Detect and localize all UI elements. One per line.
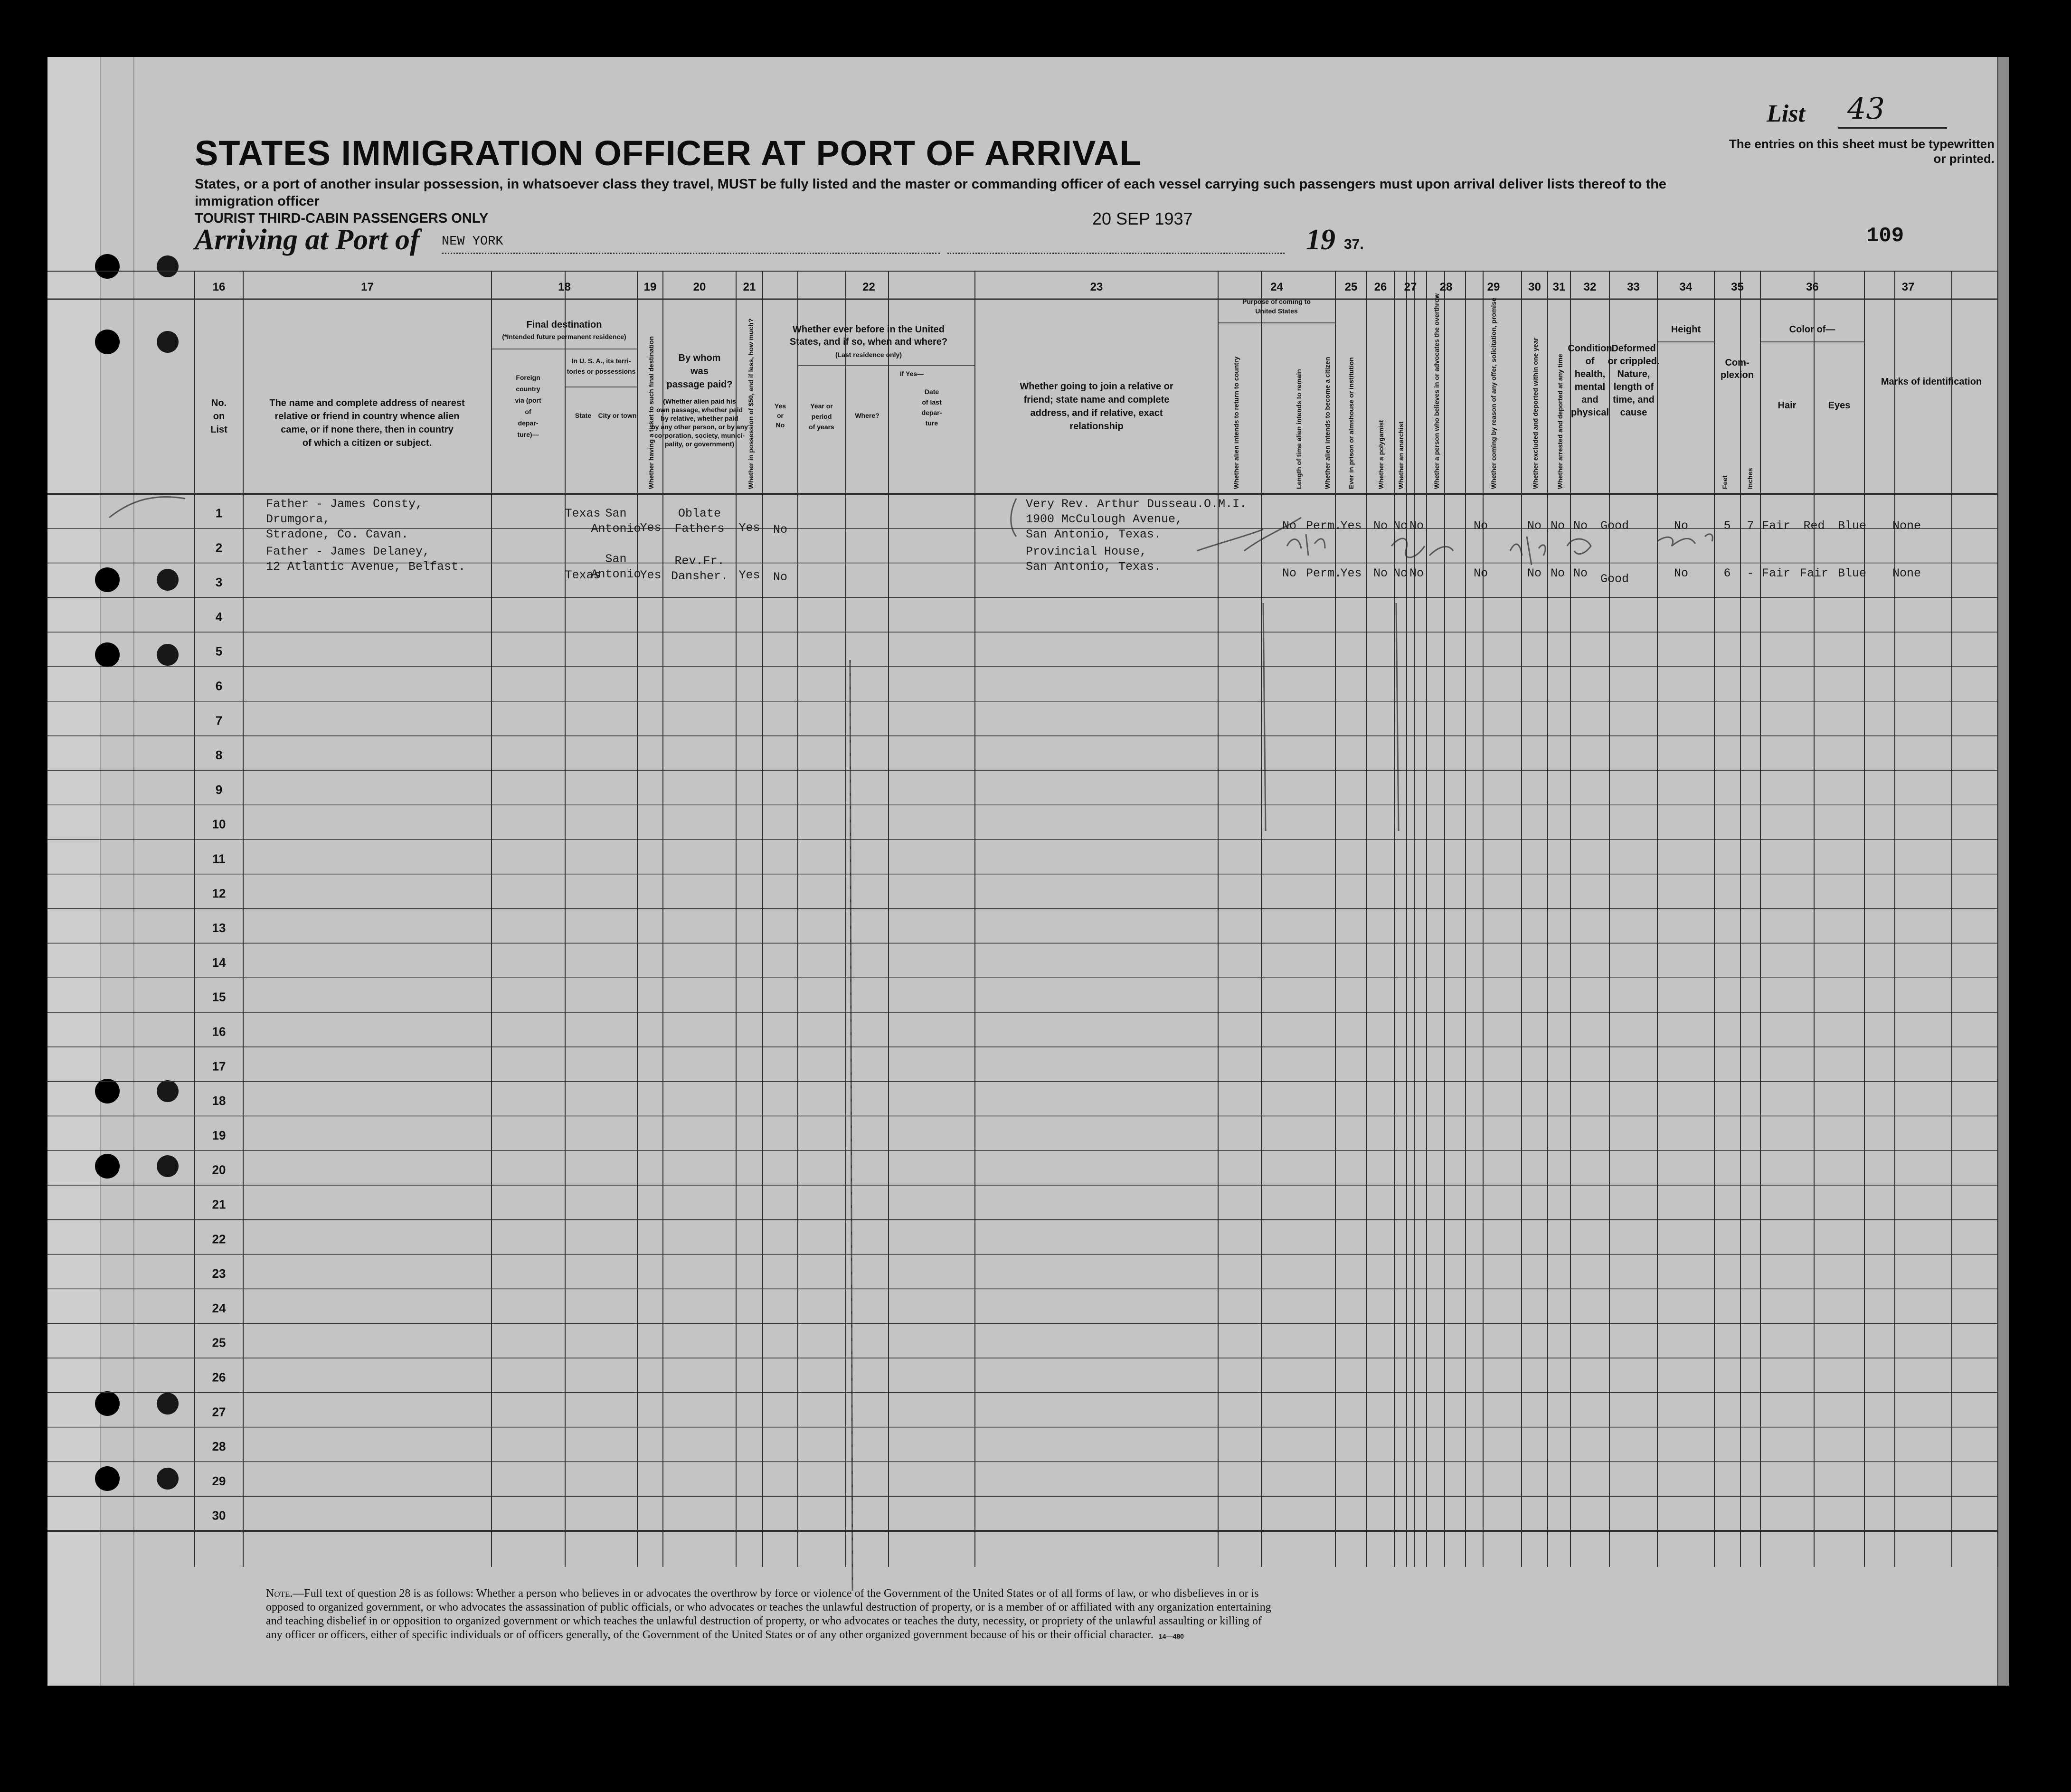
- entry-city: San: [605, 507, 627, 520]
- intro-line-1: States, or a port of another insular possession, in whatsoever class they travel, MUST be fully listed and the master or commanding officer of each vessel carrying such passengers must upon arrival deliver lists thereof to the immigration officer: [195, 177, 1667, 209]
- entry-hair: Red: [1803, 519, 1825, 533]
- page-number: 109: [1866, 224, 1904, 248]
- intro-line-2: TOURIST THIRD-CABIN PASSENGERS ONLY: [195, 211, 489, 226]
- header-year: of years: [809, 423, 834, 431]
- typewritten-note: The entries on this sheet must be typewritten or printed.: [1729, 137, 1995, 166]
- row-number: 24: [212, 1301, 226, 1315]
- row-number: 27: [212, 1405, 226, 1419]
- header-date-departure: Date: [924, 388, 939, 396]
- column-number: 34: [1679, 281, 1693, 293]
- header-deformed: Deformed: [1611, 343, 1656, 354]
- entry-state: Texas: [565, 507, 601, 520]
- header-color: Color of—: [1789, 324, 1835, 335]
- entry-feet: 5: [1723, 519, 1731, 533]
- row-number: 22: [212, 1232, 226, 1246]
- header-ever-before-note: (Last residence only): [835, 351, 902, 358]
- header-state: State: [575, 412, 592, 419]
- header-final-destination-note: (*Intended future permanent residence): [502, 333, 626, 340]
- footnote-label: Note.: [266, 1587, 293, 1600]
- column-number: 26: [1374, 281, 1387, 293]
- header-passage-paid-note: own passage, whether paid: [656, 406, 743, 414]
- entry-fifty-dollars: Yes: [738, 568, 760, 582]
- header-in-usa: tories or possessions: [567, 368, 636, 375]
- manifest-table: [47, 271, 1998, 1610]
- entry-passage-paid: Oblate: [678, 507, 721, 520]
- header-purpose: United States: [1255, 307, 1298, 315]
- entry-join-relative: 1900 McCulough Avenue,: [1026, 512, 1183, 526]
- header-date-departure: depar-: [921, 409, 942, 416]
- header-foreign-country: via (port: [515, 396, 541, 404]
- row-number: 26: [212, 1370, 226, 1385]
- column-number: 23: [1090, 281, 1103, 293]
- header-health: Condition: [1568, 343, 1612, 354]
- header-in-usa: In U. S. A., its terri-: [571, 357, 631, 365]
- header-foreign-country: Foreign: [516, 374, 540, 381]
- row-number: 18: [212, 1094, 226, 1108]
- header-ever-before: States, and if so, when and where?: [789, 337, 948, 347]
- pen-stroke: [1510, 537, 1545, 565]
- header-hair: Hair: [1778, 400, 1797, 411]
- entry-prison: No: [1373, 566, 1388, 580]
- entry-polygamist: No: [1393, 566, 1408, 580]
- entry-excluded: No: [1550, 519, 1565, 533]
- header-city: City or town: [598, 412, 637, 419]
- column-number: 27: [1404, 281, 1417, 293]
- column-number: 30: [1528, 281, 1541, 293]
- header-year: period: [811, 413, 832, 420]
- entry-return: No: [1282, 519, 1297, 533]
- header-health: of: [1585, 356, 1595, 367]
- entry-ever-before: No: [773, 570, 788, 584]
- header-health: health,: [1574, 369, 1606, 379]
- header-purpose: Purpose of coming to: [1242, 298, 1311, 305]
- entry-return: No: [1282, 566, 1297, 580]
- entry-join-relative: Provincial House,: [1026, 545, 1147, 558]
- column-number: 36: [1806, 281, 1819, 293]
- list-label: List: [1767, 100, 1805, 127]
- row-number: 12: [212, 886, 226, 901]
- entry-city: Antonio: [591, 567, 641, 581]
- entry-nearest-relative: Stradone, Co. Cavan.: [266, 528, 409, 541]
- header-health: mental: [1574, 382, 1606, 392]
- header-nearest-relative: of which a citizen or subject.: [302, 438, 432, 448]
- pen-stroke: [1657, 534, 1712, 546]
- column-headers: [210, 293, 1982, 489]
- row-number: 4: [215, 609, 223, 624]
- pen-stroke: [109, 497, 185, 518]
- column-number: 33: [1627, 281, 1640, 293]
- row-number: 30: [212, 1508, 226, 1523]
- entry-excluded: No: [1550, 566, 1565, 580]
- column-number: 37: [1901, 281, 1915, 293]
- entry-passage-paid: Dansher.: [671, 569, 728, 583]
- entry-join-relative: San Antonio, Texas.: [1026, 560, 1162, 574]
- handwritten-annotations: [109, 497, 1712, 1591]
- header-complexion: Com-: [1725, 358, 1749, 368]
- row-number: 29: [212, 1473, 226, 1488]
- entry-city: San: [605, 552, 627, 566]
- header-anarchist: Whether an anarchist: [1397, 421, 1405, 489]
- header-purpose-length: Length of time alien intends to remain: [1295, 369, 1303, 489]
- row-number: 10: [212, 817, 226, 831]
- entry-eyes: Blue: [1837, 519, 1867, 533]
- entry-citizen: Yes: [1340, 566, 1362, 580]
- header-passage-paid: By whom: [678, 353, 721, 363]
- intro-text: [195, 176, 1738, 227]
- column-number: 16: [212, 281, 226, 293]
- header-polygamist: Whether a polygamist: [1377, 420, 1385, 489]
- header-list-number: on: [213, 411, 225, 422]
- date-dotted-line: [947, 253, 1285, 254]
- header-passage-paid-note: pality, or government): [665, 440, 734, 448]
- column-number: 20: [693, 281, 706, 293]
- header-health: and: [1581, 395, 1598, 405]
- column-number: 18: [558, 281, 571, 293]
- row-number: 5: [215, 644, 223, 659]
- entry-ticket: Yes: [640, 521, 662, 535]
- year-prefix: 19: [1306, 224, 1335, 256]
- list-underline: [1838, 127, 1947, 129]
- entry-city: Antonio: [591, 522, 641, 536]
- header-yes-or-no: Yes: [774, 402, 786, 410]
- entry-complexion: Fair: [1761, 566, 1791, 580]
- header-offer: Whether coming by reason of any offer, solicitation, promise: [1490, 298, 1497, 489]
- row-number: 16: [212, 1024, 226, 1039]
- header-foreign-country: depar-: [518, 419, 539, 427]
- entry-nearest-relative: 12 Atlantic Avenue, Belfast.: [266, 560, 466, 574]
- entry-deported: No: [1573, 519, 1588, 533]
- header-nearest-relative: relative or friend in country whence alien: [274, 411, 460, 422]
- year-suffix: 37.: [1344, 236, 1364, 252]
- row-number: 11: [212, 851, 226, 866]
- column-number: 31: [1552, 281, 1566, 293]
- column-number: 35: [1731, 281, 1744, 293]
- entry-fifty-dollars: Yes: [738, 521, 760, 535]
- entry-ever-before: No: [773, 523, 788, 537]
- row-number: 17: [212, 1059, 226, 1074]
- header-feet: Feet: [1721, 475, 1729, 489]
- entry-inches: 7: [1747, 519, 1754, 533]
- row-number: 2: [215, 540, 223, 555]
- header-deformed: or crippled.: [1608, 356, 1660, 367]
- header-passage-paid-note: by any other person, or by any: [651, 423, 748, 431]
- row-number: 3: [215, 575, 223, 590]
- row-number: 25: [212, 1335, 226, 1350]
- header-date-departure: ture: [925, 419, 938, 427]
- date-stamp: 20 SEP 1937: [1092, 209, 1193, 228]
- header-foreign-country: of: [525, 408, 531, 415]
- entry-offer: No: [1527, 519, 1542, 533]
- row-number: 1: [215, 506, 223, 520]
- pen-stroke: [1391, 538, 1453, 557]
- header-deformed: time, and: [1613, 395, 1655, 405]
- pen-stroke: [1197, 529, 1263, 551]
- column-number: 17: [361, 281, 374, 293]
- header-purpose-citizen: Whether alien intends to become a citizen: [1324, 357, 1331, 489]
- row-number: 21: [212, 1197, 226, 1212]
- header-list-number: List: [210, 424, 227, 435]
- entry-deported: No: [1573, 566, 1588, 580]
- entry-deformed: No: [1674, 566, 1689, 580]
- header-join-relative: friend; state name and complete: [1023, 395, 1170, 405]
- row-number: 6: [215, 679, 223, 693]
- row-number: 28: [212, 1439, 226, 1454]
- header-join-relative: Whether going to join a relative or: [1020, 381, 1173, 392]
- form-code: 14—480: [1159, 1632, 1184, 1640]
- sheet-right-edge: [1997, 57, 2009, 1686]
- header-passage-paid-note: by relative, whether paid: [661, 415, 738, 422]
- entry-health: Good: [1600, 572, 1629, 586]
- header-foreign-country: country: [516, 385, 540, 393]
- column-number: 25: [1344, 281, 1358, 293]
- row-number: 19: [212, 1128, 226, 1142]
- row-number: 8: [215, 748, 223, 763]
- port-value: NEW YORK: [442, 235, 503, 249]
- entry-marks: None: [1892, 566, 1921, 580]
- pen-stroke: [1244, 518, 1301, 551]
- row-number: 20: [212, 1162, 226, 1177]
- pen-stroke: [1263, 603, 1399, 831]
- header-passage-paid-note: corporation, society, munici-: [654, 432, 745, 439]
- header-overthrow: Whether a person who believes in or advocates the overthrow: [1433, 293, 1440, 489]
- column-number: 19: [643, 281, 657, 293]
- entry-citizen: Yes: [1340, 519, 1362, 533]
- entry-marks: None: [1892, 519, 1921, 533]
- row-number: 7: [215, 713, 223, 728]
- entry-prison: No: [1373, 519, 1388, 533]
- header-deported: Whether arrested and deported at any time: [1556, 354, 1564, 489]
- entry-nearest-relative: Father - James Consty,: [266, 497, 423, 511]
- entry-complexion: Fair: [1761, 519, 1791, 533]
- column-number: 29: [1487, 281, 1500, 293]
- header-foreign-country: ture)—: [517, 431, 539, 438]
- header-health: physical: [1570, 407, 1609, 418]
- entry-join-relative: Very Rev. Arthur Dusseau.O.M.I.: [1026, 497, 1247, 511]
- header-purpose-return: Whether alien intends to return to country: [1232, 356, 1240, 489]
- table-rules: [47, 271, 1998, 1567]
- header-passage-paid-note: (Whether alien paid his: [663, 397, 736, 405]
- column-number: 21: [743, 281, 756, 293]
- entry-ticket: Yes: [640, 568, 662, 582]
- header-deformed: Nature,: [1617, 369, 1650, 379]
- header-ever-before: Whether ever before in the United: [792, 324, 945, 335]
- manifest-sheet: [47, 57, 2009, 1686]
- page-title: STATES IMMIGRATION OFFICER AT PORT OF ARRIVAL: [195, 133, 1142, 173]
- row-number: 15: [212, 990, 226, 1004]
- entry-passage-paid: Rev.Fr.: [674, 554, 725, 568]
- header-if-yes: If Yes—: [899, 370, 924, 377]
- entry-join-relative: San Antonio, Texas.: [1026, 528, 1162, 541]
- header-ticket: Whether having a ticket to such final destination: [647, 336, 655, 489]
- entry-eyes: Blue: [1837, 566, 1867, 580]
- header-fifty-dollars: Whether in possession of $50, and if less, how much?: [747, 318, 755, 489]
- header-year: Year or: [810, 402, 833, 410]
- entry-overthrow: No: [1473, 519, 1488, 533]
- header-date-departure: of last: [922, 398, 942, 406]
- row-number: 23: [212, 1266, 226, 1281]
- header-passage-paid: was: [690, 366, 709, 377]
- entry-feet: 6: [1723, 566, 1731, 580]
- row-number: 14: [212, 955, 226, 970]
- header-yes-or-no: or: [777, 412, 784, 419]
- footnote: [266, 1587, 1273, 1642]
- header-deformed: cause: [1620, 407, 1647, 418]
- entry-hair: Fair: [1799, 566, 1829, 580]
- header-nearest-relative: came, or if none there, then in country: [281, 424, 454, 435]
- arriving-label: Arriving at Port of: [195, 224, 420, 256]
- entry-inches: -: [1747, 566, 1754, 580]
- pen-stroke: [1287, 534, 1325, 556]
- column-number: 22: [862, 281, 875, 293]
- header-complexion: plexion: [1720, 370, 1754, 380]
- header-join-relative: address, and if relative, exact: [1030, 408, 1163, 418]
- header-marks: Marks of identification: [1881, 377, 1982, 387]
- header-prison: Ever in prison or almshouse or institution: [1347, 357, 1355, 489]
- column-numbers: [213, 281, 1915, 293]
- entry-nearest-relative: Father - James Delaney,: [266, 545, 430, 558]
- column-number: 24: [1270, 281, 1283, 293]
- footnote-text: —Full text of question 28 is as follows: Whether a person who believes in or advocates the overthrow by force or violence of the Government of the United States or of all forms of law, or who disbelieves in or is opposed to organized government, or who advocates the assassination of public officials, or who advocates or teaches the unlawful destruction of property, or is a member of or affiliated with any organization entertaining and teaching disbelief in or opposition to organized government or which teaches the unlawful destruction of property, or who advocates or teaches the duty, necessity, or propriety of the unlawful assaulting or killing of any officer or officers, either of specific individuals or of officers generally, of the Government of the United States or of any other organized government because of his or their official character.: [266, 1587, 1271, 1641]
- header-height: Height: [1671, 324, 1701, 335]
- column-number: 28: [1439, 281, 1453, 293]
- entry-anarchist: No: [1409, 566, 1424, 580]
- entry-length: Perm.: [1306, 519, 1342, 533]
- row-number: 9: [215, 782, 223, 797]
- header-deformed: length of: [1613, 382, 1654, 392]
- entry-deformed: No: [1674, 519, 1689, 533]
- header-list-number: No.: [211, 398, 227, 408]
- entry-anarchist: No: [1409, 519, 1424, 533]
- header-eyes: Eyes: [1828, 400, 1851, 411]
- header-final-destination: Final destination: [526, 320, 602, 330]
- column-number: 32: [1583, 281, 1597, 293]
- header-join-relative: relationship: [1069, 421, 1124, 432]
- entry-polygamist: No: [1393, 519, 1408, 533]
- row-number: 13: [212, 921, 226, 935]
- entry-overthrow: No: [1473, 566, 1488, 580]
- header-passage-paid: passage paid?: [666, 379, 733, 390]
- header-inches: Inches: [1746, 468, 1754, 489]
- entry-length: Perm.: [1306, 566, 1342, 580]
- header-excluded: Whether excluded and deported within one year: [1532, 338, 1539, 489]
- list-number: 43: [1847, 91, 1885, 126]
- header-yes-or-no: No: [775, 421, 785, 429]
- entry-state: Texas: [565, 568, 601, 582]
- entry-passage-paid: Fathers: [674, 522, 725, 536]
- row-numbers: [212, 506, 226, 1523]
- pen-stroke: [1011, 499, 1016, 537]
- port-dotted-line: [442, 253, 940, 254]
- header-nearest-relative: The name and complete address of nearest: [269, 398, 465, 408]
- header-where: Where?: [855, 412, 879, 419]
- entry-nearest-relative: Drumgora,: [266, 512, 331, 526]
- entry-offer: No: [1527, 566, 1542, 580]
- entry-health: Good: [1600, 519, 1629, 533]
